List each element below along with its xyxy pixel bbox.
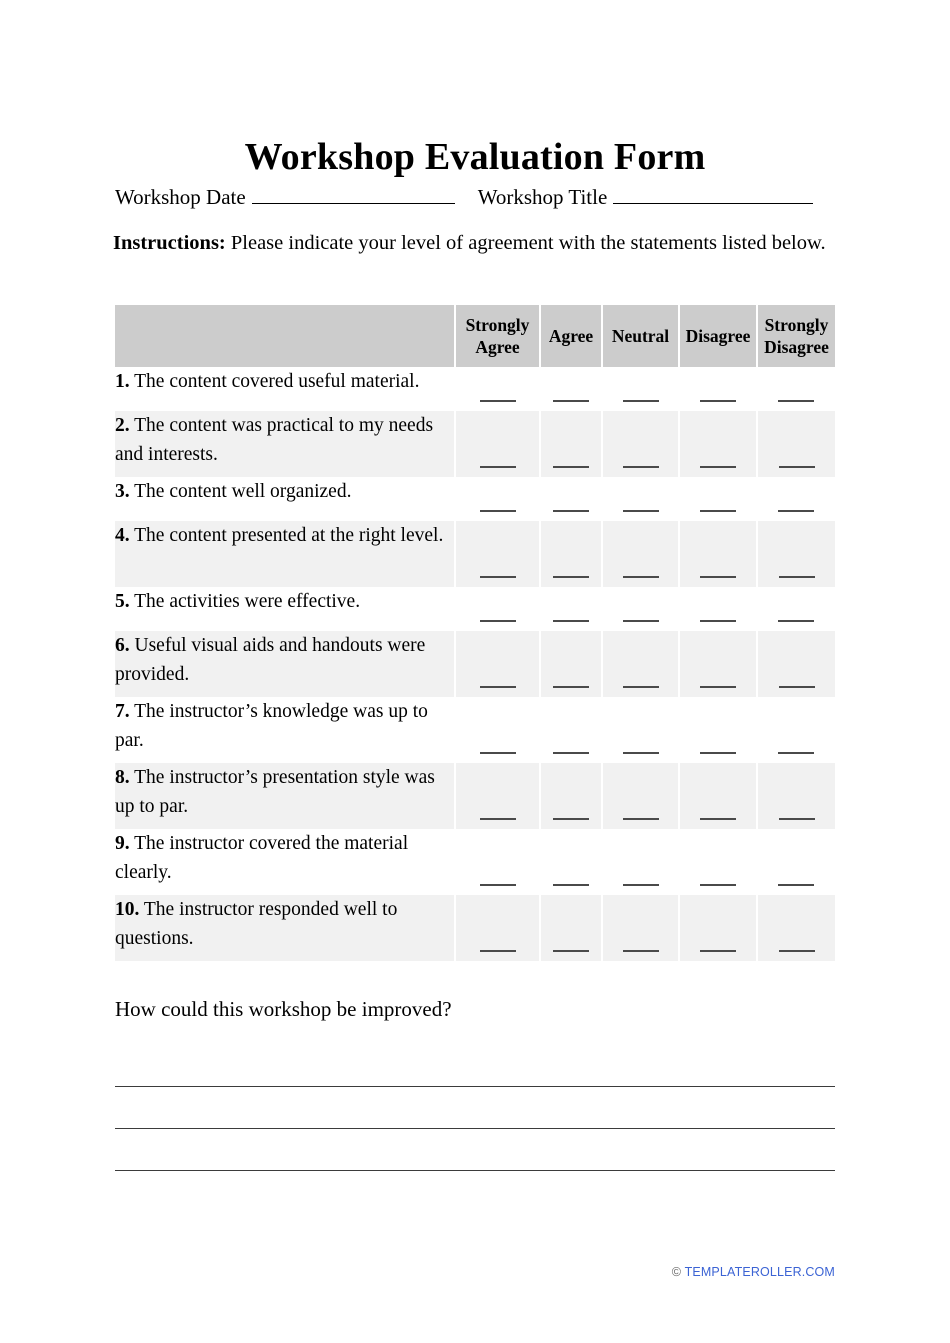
page-title: Workshop Evaluation Form: [244, 136, 706, 179]
answer-disagree[interactable]: [679, 411, 757, 477]
answer-agree[interactable]: [540, 411, 602, 477]
footer-watermark: [0, 1265, 950, 1279]
statement-number: 8.: [115, 767, 130, 788]
table-header-row: [115, 305, 835, 367]
answer-agree[interactable]: [540, 631, 602, 697]
table-row: [115, 631, 835, 697]
answer-blank[interactable]: [553, 510, 589, 512]
instructions-label: Instructions:: [113, 232, 226, 254]
answer-blank[interactable]: [553, 576, 589, 578]
answer-blank[interactable]: [480, 510, 516, 512]
answer-strongly-disagree[interactable]: [757, 763, 835, 829]
column-header-strongly-agree: Strongly Agree: [455, 305, 540, 367]
answer-agree[interactable]: [540, 763, 602, 829]
answer-agree[interactable]: [540, 697, 602, 763]
workshop-date-input[interactable]: [252, 185, 455, 204]
copyright-icon: ©: [671, 1265, 682, 1279]
table-row: [115, 829, 835, 895]
statement-number: 4.: [115, 525, 130, 546]
statement-number: 2.: [115, 415, 130, 436]
table-row: [115, 367, 835, 411]
statement-text: The activities were effective.: [129, 591, 361, 612]
answer-strongly-agree[interactable]: [455, 411, 540, 477]
answer-neutral[interactable]: [602, 411, 679, 477]
answer-disagree[interactable]: [679, 763, 757, 829]
statement-cell: [115, 895, 455, 961]
answer-blank[interactable]: [700, 950, 736, 952]
answer-blank[interactable]: [553, 466, 589, 468]
answer-line[interactable]: [115, 1045, 835, 1087]
table-row: [115, 697, 835, 763]
table-row: [115, 587, 835, 631]
answer-strongly-disagree[interactable]: [757, 829, 835, 895]
answer-blank[interactable]: [779, 818, 815, 820]
answer-neutral[interactable]: [602, 587, 679, 631]
workshop-date-label: Workshop Date: [115, 185, 246, 209]
statement-cell: [115, 829, 455, 895]
answer-line[interactable]: [115, 1129, 835, 1171]
answer-disagree[interactable]: [679, 367, 757, 411]
statement-text: The instructor covered the material clearly.: [115, 833, 409, 883]
answer-disagree[interactable]: [679, 895, 757, 961]
workshop-title-label: Workshop Title: [477, 185, 608, 209]
answer-strongly-agree[interactable]: [455, 587, 540, 631]
answer-blank[interactable]: [779, 686, 815, 688]
answer-agree[interactable]: [540, 829, 602, 895]
answer-blank[interactable]: [623, 510, 659, 512]
answer-neutral[interactable]: [602, 763, 679, 829]
statement-cell: [115, 587, 455, 631]
statement-number: 6.: [115, 635, 130, 656]
answer-blank[interactable]: [480, 400, 516, 402]
answer-blank[interactable]: [779, 576, 815, 578]
answer-neutral[interactable]: [602, 697, 679, 763]
answer-blank[interactable]: [700, 686, 736, 688]
statement-text: Useful visual aids and handouts were provided.: [115, 635, 426, 685]
answer-blank[interactable]: [480, 620, 516, 622]
answer-blank[interactable]: [553, 400, 589, 402]
answer-neutral[interactable]: [602, 829, 679, 895]
answer-strongly-agree[interactable]: [455, 895, 540, 961]
instructions-text: Please indicate your level of agreement with the statements listed below.: [225, 232, 826, 254]
answer-strongly-disagree[interactable]: [757, 587, 835, 631]
answer-strongly-disagree[interactable]: [757, 367, 835, 411]
answer-blank[interactable]: [700, 818, 736, 820]
statement-text: The instructor responded well to questions.: [115, 899, 398, 949]
answer-agree[interactable]: [540, 367, 602, 411]
statement-number: 7.: [115, 701, 130, 722]
answer-strongly-agree[interactable]: [455, 477, 540, 521]
answer-blank[interactable]: [700, 884, 736, 886]
statement-cell: [115, 763, 455, 829]
answer-blank[interactable]: [553, 818, 589, 820]
statement-text: The content well organized.: [129, 481, 352, 502]
statement-cell: [115, 631, 455, 697]
answer-blank[interactable]: [553, 950, 589, 952]
table-header: [115, 305, 835, 367]
answer-disagree[interactable]: [679, 829, 757, 895]
statement-text: The instructor’s presentation style was up to par.: [115, 767, 435, 817]
answer-agree[interactable]: [540, 895, 602, 961]
answer-blank[interactable]: [480, 686, 516, 688]
statement-number: 5.: [115, 591, 130, 612]
evaluation-table: [115, 305, 835, 961]
instructions-paragraph: [113, 228, 835, 259]
statement-text: The content covered useful material.: [129, 371, 420, 392]
answer-agree[interactable]: [540, 587, 602, 631]
answer-disagree[interactable]: [679, 477, 757, 521]
improvement-question: How could this workshop be improved?: [115, 997, 452, 1021]
answer-strongly-agree[interactable]: [455, 829, 540, 895]
answer-blank[interactable]: [623, 466, 659, 468]
workshop-title-input[interactable]: [613, 185, 813, 204]
column-header-agree: Agree: [540, 305, 602, 367]
answer-blank[interactable]: [480, 752, 516, 754]
answer-strongly-agree[interactable]: [455, 521, 540, 587]
answer-strongly-agree[interactable]: [455, 697, 540, 763]
table-row: [115, 411, 835, 477]
answer-blank[interactable]: [700, 466, 736, 468]
statement-text: The content presented at the right level.: [129, 525, 444, 546]
header-fields: [115, 183, 835, 211]
statement-number: 9.: [115, 833, 130, 854]
answer-agree[interactable]: [540, 521, 602, 587]
answer-blank[interactable]: [700, 400, 736, 402]
answer-strongly-agree[interactable]: [455, 367, 540, 411]
answer-line[interactable]: [115, 1087, 835, 1129]
answer-disagree[interactable]: [679, 521, 757, 587]
brand-link[interactable]: TEMPLATEROLLER.COM: [684, 1265, 835, 1279]
answer-blank[interactable]: [700, 576, 736, 578]
statement-number: 1.: [115, 371, 130, 392]
answer-strongly-disagree[interactable]: [757, 521, 835, 587]
answer-blank[interactable]: [623, 686, 659, 688]
statement-cell: [115, 521, 455, 587]
answer-blank[interactable]: [480, 818, 516, 820]
answer-neutral[interactable]: [602, 521, 679, 587]
answer-blank[interactable]: [480, 950, 516, 952]
answer-neutral[interactable]: [602, 477, 679, 521]
answer-blank[interactable]: [623, 752, 659, 754]
statement-text: The instructor’s knowledge was up to par.: [115, 701, 428, 751]
answer-strongly-disagree[interactable]: [757, 477, 835, 521]
answer-blank[interactable]: [623, 576, 659, 578]
column-header-strongly-disagree: Strongly Disagree: [757, 305, 835, 367]
answer-neutral[interactable]: [602, 631, 679, 697]
answer-blank[interactable]: [623, 818, 659, 820]
answer-blank[interactable]: [779, 466, 815, 468]
answer-strongly-disagree[interactable]: [757, 895, 835, 961]
statement-cell: [115, 411, 455, 477]
column-header-disagree: Disagree: [679, 305, 757, 367]
answer-blank[interactable]: [778, 400, 814, 402]
statement-number: 3.: [115, 481, 130, 502]
answer-blank[interactable]: [778, 884, 814, 886]
answer-blank[interactable]: [480, 884, 516, 886]
answer-neutral[interactable]: [602, 367, 679, 411]
table-row: [115, 763, 835, 829]
answer-blank[interactable]: [553, 884, 589, 886]
answer-blank[interactable]: [778, 510, 814, 512]
statement-number: 10.: [115, 899, 140, 920]
statement-cell: [115, 697, 455, 763]
answer-blank[interactable]: [779, 950, 815, 952]
statement-cell: [115, 477, 455, 521]
answer-blank[interactable]: [480, 576, 516, 578]
statement-cell: [115, 367, 455, 411]
answer-blank[interactable]: [480, 466, 516, 468]
table-row: [115, 895, 835, 961]
answer-blank[interactable]: [700, 752, 736, 754]
improvement-answer-area[interactable]: [115, 1045, 835, 1171]
answer-blank[interactable]: [623, 884, 659, 886]
answer-blank[interactable]: [623, 620, 659, 622]
answer-blank[interactable]: [623, 400, 659, 402]
answer-blank[interactable]: [778, 752, 814, 754]
answer-blank[interactable]: [700, 510, 736, 512]
answer-strongly-agree[interactable]: [455, 763, 540, 829]
answer-blank[interactable]: [623, 950, 659, 952]
answer-neutral[interactable]: [602, 895, 679, 961]
answer-agree[interactable]: [540, 477, 602, 521]
answer-blank[interactable]: [553, 686, 589, 688]
answer-blank[interactable]: [700, 620, 736, 622]
table-body: [115, 367, 835, 961]
answer-strongly-disagree[interactable]: [757, 631, 835, 697]
statement-text: The content was practical to my needs and interests.: [115, 415, 434, 465]
column-header-statement: [115, 305, 455, 367]
answer-disagree[interactable]: [679, 631, 757, 697]
answer-strongly-agree[interactable]: [455, 631, 540, 697]
answer-blank[interactable]: [553, 752, 589, 754]
column-header-neutral: Neutral: [602, 305, 679, 367]
answer-blank[interactable]: [553, 620, 589, 622]
table-row: [115, 521, 835, 587]
answer-blank[interactable]: [778, 620, 814, 622]
answer-strongly-disagree[interactable]: [757, 697, 835, 763]
answer-strongly-disagree[interactable]: [757, 411, 835, 477]
table-row: [115, 477, 835, 521]
answer-disagree[interactable]: [679, 587, 757, 631]
answer-disagree[interactable]: [679, 697, 757, 763]
